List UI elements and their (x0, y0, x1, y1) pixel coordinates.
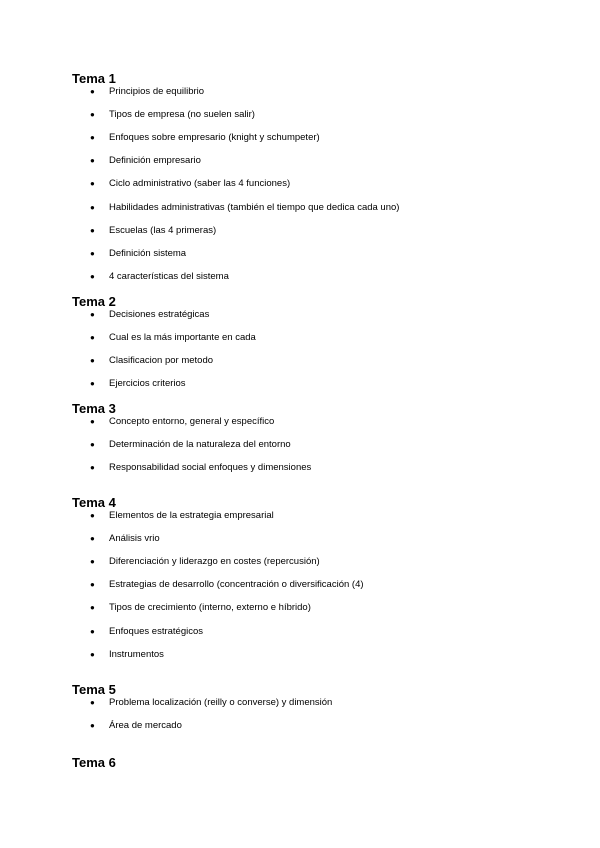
bullet-icon: ● (90, 534, 95, 543)
bullet-icon: ● (90, 511, 95, 520)
section-heading-tema-6: Tema 6 (72, 755, 116, 770)
section-heading-tema-1: Tema 1 (72, 71, 116, 86)
section-heading-tema-5: Tema 5 (72, 682, 116, 697)
section-heading-tema-4: Tema 4 (72, 495, 116, 510)
list-item-text: Instrumentos (109, 649, 164, 660)
list-item-text: Ejercicios criterios (109, 378, 186, 389)
list-item-text: Escuelas (las 4 primeras) (109, 225, 217, 236)
bullet-icon: ● (90, 179, 95, 188)
bullet-icon: ● (90, 440, 95, 449)
bullet-icon: ● (90, 333, 95, 342)
list-item-text: Enfoques estratégicos (109, 626, 204, 637)
bullet-icon: ● (90, 356, 95, 365)
list-item-text: Diferenciación y liderazgo en costes (repercusión) (109, 556, 320, 567)
list-item-text: Estrategias de desarrollo (concentración o diversificación (4) (109, 579, 364, 590)
bullet-icon: ● (90, 203, 95, 212)
bullet-icon: ● (90, 557, 95, 566)
bullet-icon: ● (90, 463, 95, 472)
bullet-icon: ● (90, 379, 95, 388)
section-heading-tema-2: Tema 2 (72, 294, 116, 309)
list-item-text: Responsabilidad social enfoques y dimensiones (109, 462, 312, 473)
bullet-icon: ● (90, 650, 95, 659)
list-item-text: Elementos de la estrategia empresarial (109, 510, 274, 521)
list-item-text: 4 características del sistema (109, 271, 229, 282)
list-item-text: Enfoques sobre empresario (knight y schumpeter) (109, 132, 320, 143)
bullet-icon: ● (90, 603, 95, 612)
list-item-text: Decisiones estratégicas (109, 309, 210, 320)
list-item-text: Habilidades administrativas (también el tiempo que dedica cada uno) (109, 202, 400, 213)
list-item-text: Definición empresario (109, 155, 201, 166)
bullet-icon: ● (90, 87, 95, 96)
bullet-icon: ● (90, 156, 95, 165)
list-item-text: Concepto entorno, general y específico (109, 416, 275, 427)
bullet-icon: ● (90, 133, 95, 142)
bullet-icon: ● (90, 272, 95, 281)
bullet-icon: ● (90, 698, 95, 707)
bullet-icon: ● (90, 580, 95, 589)
list-item-text: Determinación de la naturaleza del entorno (109, 439, 291, 450)
list-item-text: Definición sistema (109, 248, 187, 259)
bullet-icon: ● (90, 249, 95, 258)
bullet-icon: ● (90, 226, 95, 235)
bullet-icon: ● (90, 110, 95, 119)
list-item-text: Problema localización (reilly o converse) y dimensión (109, 697, 333, 708)
bullet-icon: ● (90, 721, 95, 730)
list-item-text: Área de mercado (109, 720, 182, 731)
list-item-text: Tipos de crecimiento (interno, externo e híbrido) (109, 602, 311, 613)
list-item-text: Clasificacion por metodo (109, 355, 214, 366)
section-heading-tema-3: Tema 3 (72, 401, 116, 416)
list-item-text: Ciclo administrativo (saber las 4 funciones) (109, 178, 291, 189)
bullet-icon: ● (90, 627, 95, 636)
list-item-text: Cual es la más importante en cada (109, 332, 256, 343)
list-item-text: Principios de equilibrio (109, 86, 205, 97)
bullet-icon: ● (90, 417, 95, 426)
bullet-icon: ● (90, 310, 95, 319)
list-item-text: Tipos de empresa (no suelen salir) (109, 109, 255, 120)
list-item-text: Análisis vrio (109, 533, 160, 544)
